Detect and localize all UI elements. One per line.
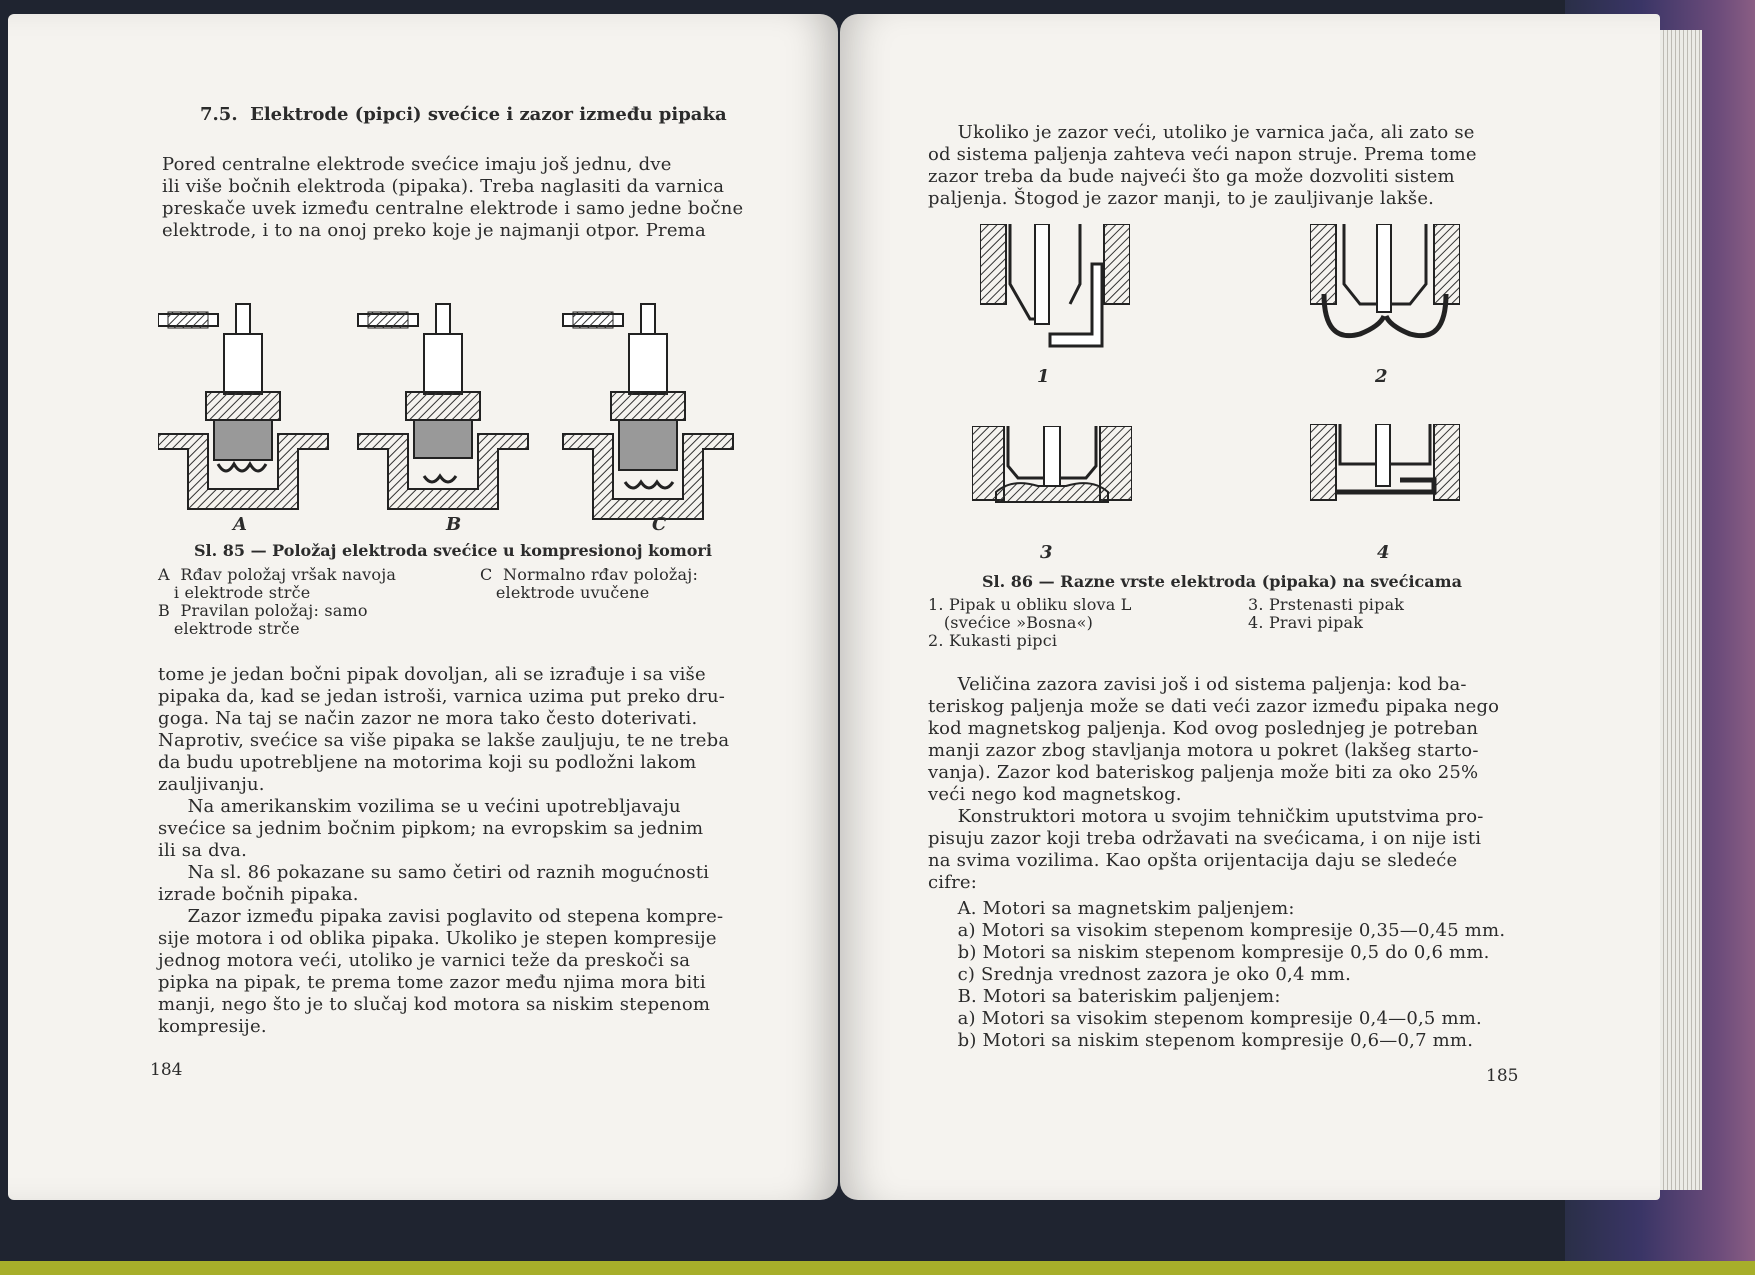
left-body-line: izrade bočnih pipaka.	[158, 884, 359, 905]
figure-86-legend-line: 1. Pipak u obliku slova L	[928, 595, 1132, 614]
right-body-line: Konstruktori motora u svojim tehničkim uputstvima pro-	[928, 806, 1484, 827]
figure-86-legend-line: 2. Kukasti pipci	[928, 631, 1058, 650]
left-para1-line: ili više bočnih elektroda (pipaka). Treba naglasiti da varnica	[162, 176, 725, 197]
figure-label-b: B	[446, 514, 462, 535]
figure-label-a: A	[233, 514, 247, 535]
right-body-line: manji zazor zbog stavljanja motora u pokret (lakšeg starto-	[928, 740, 1479, 761]
left-body-line: sije motora i od oblika pipaka. Ukoliko je stepen kompresije	[158, 928, 717, 949]
figure-85-legend-line: elektrode strče	[158, 619, 300, 638]
right-body-line: b) Motori sa niskim stepenom kompresije 0,5 do 0,6 mm.	[928, 942, 1490, 963]
right-body-line: a) Motori sa visokim stepenom kompresije 0,4—0,5 mm.	[928, 1008, 1482, 1029]
left-body-line: tome je jedan bočni pipak dovoljan, ali se izrađuje i sa više	[158, 664, 706, 685]
left-body-line: Zazor između pipaka zavisi poglavito od stepena kompre-	[158, 906, 724, 927]
left-body-line: da budu upotrebljene na motorima koji su podložni lakom	[158, 752, 697, 773]
right-body-line: cifre:	[928, 872, 978, 893]
left-body-line: goga. Na taj se način zazor ne mora tako često doterivati.	[158, 708, 698, 729]
left-body-line: zauljivanju.	[158, 774, 265, 795]
figure-label-4: 4	[1377, 542, 1390, 563]
right-body-line: kod magnetskog paljenja. Kod ovog poslednjeg je potreban	[928, 718, 1479, 739]
right-body-line: na svima vozilima. Kao opšta orijentacija daju se sledeće	[928, 850, 1458, 871]
left-page	[8, 14, 838, 1200]
spark-plug-figure-85	[158, 284, 758, 524]
electrode-type-3	[972, 426, 1132, 526]
page-number-left: 184	[150, 1060, 183, 1080]
left-para1-line: elektrode, i to na onoj preko koje je najmanji otpor. Prema	[162, 220, 706, 241]
figure-label-2: 2	[1375, 366, 1388, 387]
figure-85-caption: Sl. 85 — Položaj elektroda svećice u kompresionoj komori	[194, 541, 712, 560]
page-edges	[1660, 30, 1702, 1190]
electrode-type-4	[1310, 424, 1460, 524]
right-para1-line: od sistema paljenja zahteva veći napon struje. Prema tome	[928, 144, 1477, 165]
right-para1-line: Ukoliko je zazor veći, utoliko je varnica jača, ali zato se	[928, 122, 1475, 143]
left-body-line: kompresije.	[158, 1016, 267, 1037]
figure-85-legend-line: A Rđav položaj vršak navoja	[158, 565, 397, 584]
page-number-right: 185	[1486, 1066, 1519, 1086]
left-body-line: Na sl. 86 pokazane su samo četiri od raznih mogućnosti	[158, 862, 710, 883]
figure-85-legend-line: elektrode uvučene	[480, 583, 650, 602]
electrode-type-1	[980, 224, 1130, 364]
figure-label-c: C	[652, 514, 667, 535]
right-body-line: pisuju zazor koji treba održavati na svećicama, i on nije isti	[928, 828, 1482, 849]
left-body-line: Naprotiv, svećice sa više pipaka se lakše zauljuju, te ne treba	[158, 730, 730, 751]
left-para1-line: Pored centralne elektrode svećice imaju još jednu, dve	[162, 154, 672, 175]
figure-86-legend-line: 4. Pravi pipak	[1248, 613, 1364, 632]
section-heading: 7.5. Elektrode (pipci) svećice i zazor između pipaka	[200, 104, 727, 125]
right-body-line: Veličina zazora zavisi još i od sistema paljenja: kod ba-	[928, 674, 1467, 695]
left-body-line: svećice sa jednim bočnim pipkom; na evropskim sa jednim	[158, 818, 704, 839]
right-body-line: vanja). Zazor kod bateriskog paljenja može biti za oko 25%	[928, 762, 1479, 783]
left-body-line: pipaka da, kad se jedan istroši, varnica uzima put preko dru-	[158, 686, 726, 707]
electrode-type-2	[1310, 224, 1460, 364]
right-body-line: A. Motori sa magnetskim paljenjem:	[928, 898, 1295, 919]
left-body-line: manji, nego što je to slučaj kod motora sa niskim stepenom	[158, 994, 711, 1015]
right-body-line: veći nego kod magnetskog.	[928, 784, 1182, 805]
figure-86-caption: Sl. 86 — Razne vrste elektroda (pipaka) na svećicama	[982, 572, 1462, 591]
figure-86-legend-line: (svećice »Bosna«)	[928, 613, 1094, 632]
right-para1-line: paljenja. Štogod je zazor manji, to je zauljivanje lakše.	[928, 188, 1435, 209]
right-page	[840, 14, 1660, 1200]
spark-plug-c	[563, 304, 733, 519]
right-para1-line: zazor treba da bude najveći što ga može dozvoliti sistem	[928, 166, 1455, 187]
left-body-line: ili sa dva.	[158, 840, 248, 861]
left-body-line: Na amerikanskim vozilima se u većini upotrebljavaju	[158, 796, 681, 817]
spark-plug-a	[158, 304, 328, 509]
spark-plug-b	[358, 304, 528, 509]
figure-86-legend-line: 3. Prstenasti pipak	[1248, 595, 1405, 614]
background-strip	[0, 1261, 1755, 1275]
figure-label-3: 3	[1040, 542, 1053, 563]
figure-85-legend-line: i elektrode strče	[158, 583, 311, 602]
right-body-line: a) Motori sa visokim stepenom kompresije 0,35—0,45 mm.	[928, 920, 1506, 941]
right-body-line: b) Motori sa niskim stepenom kompresije 0,6—0,7 mm.	[928, 1030, 1474, 1051]
figure-85-legend-line: B Pravilan položaj: samo	[158, 601, 368, 620]
figure-label-1: 1	[1037, 366, 1050, 387]
right-body-line: teriskog paljenja može se dati veći zazor između pipaka nego	[928, 696, 1500, 717]
left-body-line: jednog motora veći, utoliko je varnici teže da preskoči sa	[158, 950, 691, 971]
right-body-line: c) Srednja vrednost zazora je oko 0,4 mm.	[928, 964, 1351, 985]
left-para1-line: preskače uvek između centralne elektrode i samo jedne bočne	[162, 198, 744, 219]
right-body-line: B. Motori sa bateriskim paljenjem:	[928, 986, 1281, 1007]
left-body-line: pipka na pipak, te prema tome zazor među njima mora biti	[158, 972, 706, 993]
figure-85-legend-line: C Normalno rđav položaj:	[480, 565, 699, 584]
